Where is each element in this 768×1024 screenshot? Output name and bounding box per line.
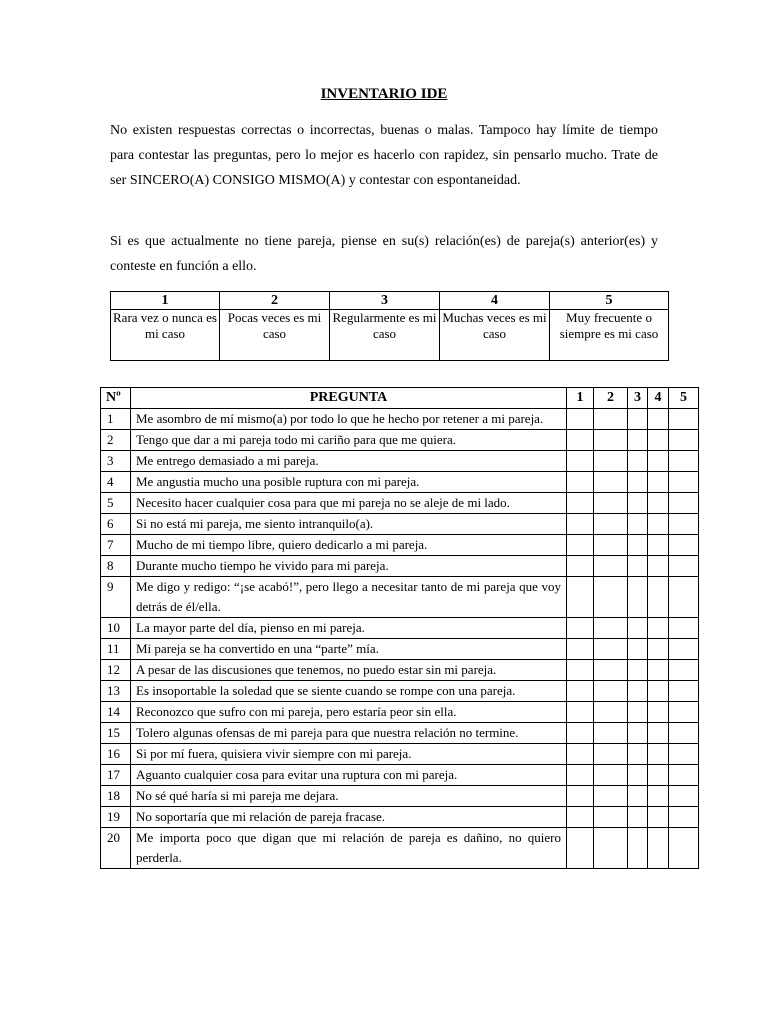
question-text: Mi pareja se ha convertido en una “parte” mía. — [131, 639, 567, 660]
answer-cell-option-5[interactable] — [669, 702, 699, 723]
answer-cell-option-5[interactable] — [669, 451, 699, 472]
answer-cell-option-4[interactable] — [648, 409, 669, 430]
table-row — [101, 556, 699, 577]
answer-cell-option-5[interactable] — [669, 493, 699, 514]
answer-cell-option-4[interactable] — [648, 451, 669, 472]
question-text: Si por mí fuera, quisiera vivir siempre con mi pareja. — [131, 744, 567, 765]
answer-cell-option-1[interactable] — [567, 681, 594, 702]
answer-cell-option-3[interactable] — [628, 681, 648, 702]
answer-cell-option-5[interactable] — [669, 639, 699, 660]
scale-number: 2 — [220, 292, 330, 310]
question-text: Es insoportable la soledad que se siente cuando se rompe con una pareja. — [131, 681, 567, 702]
answer-cell-option-1[interactable] — [567, 765, 594, 786]
table-row — [101, 639, 699, 660]
column-header-option-2: 2 — [594, 388, 628, 409]
answer-cell-option-5[interactable] — [669, 535, 699, 556]
answer-cell-option-5[interactable] — [669, 514, 699, 535]
table-row — [101, 702, 699, 723]
answer-cell-option-4[interactable] — [648, 744, 669, 765]
scale-label-row — [111, 310, 669, 361]
scale-number: 5 — [550, 292, 669, 310]
answer-cell-option-3[interactable] — [628, 723, 648, 744]
answer-cell-option-3[interactable] — [628, 556, 648, 577]
answer-cell-option-5[interactable] — [669, 660, 699, 681]
question-number: 14 — [101, 702, 131, 723]
table-row — [101, 472, 699, 493]
answer-cell-option-3[interactable] — [628, 660, 648, 681]
answer-cell-option-3[interactable] — [628, 577, 648, 618]
column-header-option-5: 5 — [669, 388, 699, 409]
answer-cell-option-4[interactable] — [648, 807, 669, 828]
question-text: Aguanto cualquier cosa para evitar una ruptura con mi pareja. — [131, 765, 567, 786]
column-header-option-3: 3 — [628, 388, 648, 409]
question-text: Reconozco que sufro con mi pareja, pero estaría peor sin ella. — [131, 702, 567, 723]
table-row — [101, 765, 699, 786]
answer-cell-option-5[interactable] — [669, 618, 699, 639]
table-row — [101, 807, 699, 828]
table-row — [101, 744, 699, 765]
answer-cell-option-2[interactable] — [594, 786, 628, 807]
answer-cell-option-2[interactable] — [594, 577, 628, 618]
answer-cell-option-2[interactable] — [594, 723, 628, 744]
answer-cell-option-2[interactable] — [594, 514, 628, 535]
answer-cell-option-4[interactable] — [648, 828, 669, 869]
scale-label: Pocas veces es mi caso — [220, 310, 330, 361]
question-text: No sé qué haría si mi pareja me dejara. — [131, 786, 567, 807]
question-number: 10 — [101, 618, 131, 639]
answer-cell-option-2[interactable] — [594, 618, 628, 639]
column-header-option-4: 4 — [648, 388, 669, 409]
answer-cell-option-5[interactable] — [669, 430, 699, 451]
table-row — [101, 493, 699, 514]
question-number: 19 — [101, 807, 131, 828]
answer-cell-option-5[interactable] — [669, 681, 699, 702]
answer-cell-option-4[interactable] — [648, 765, 669, 786]
answer-cell-option-1[interactable] — [567, 723, 594, 744]
question-number: 15 — [101, 723, 131, 744]
answer-cell-option-4[interactable] — [648, 577, 669, 618]
answer-cell-option-3[interactable] — [628, 451, 648, 472]
questions-header-row — [101, 388, 699, 409]
question-number: 11 — [101, 639, 131, 660]
answer-cell-option-2[interactable] — [594, 828, 628, 869]
question-number: 2 — [101, 430, 131, 451]
answer-cell-option-1[interactable] — [567, 472, 594, 493]
question-text: Mucho de mi tiempo libre, quiero dedicarlo a mi pareja. — [131, 535, 567, 556]
answer-cell-option-1[interactable] — [567, 577, 594, 618]
table-row — [101, 786, 699, 807]
scale-number-row — [111, 292, 669, 310]
question-number: 9 — [101, 577, 131, 618]
questions-table — [100, 387, 699, 869]
question-number: 4 — [101, 472, 131, 493]
answer-cell-option-2[interactable] — [594, 535, 628, 556]
answer-cell-option-2[interactable] — [594, 744, 628, 765]
question-text: Me digo y redigo: “¡se acabó!”, pero llego a necesitar tanto de mi pareja que voy detrás de él/ella. — [131, 577, 567, 618]
answer-cell-option-3[interactable] — [628, 639, 648, 660]
answer-cell-option-1[interactable] — [567, 807, 594, 828]
answer-cell-option-5[interactable] — [669, 828, 699, 869]
question-number: 17 — [101, 765, 131, 786]
answer-cell-option-4[interactable] — [648, 702, 669, 723]
answer-cell-option-1[interactable] — [567, 514, 594, 535]
question-number: 16 — [101, 744, 131, 765]
question-number: 7 — [101, 535, 131, 556]
answer-cell-option-4[interactable] — [648, 430, 669, 451]
table-row — [101, 681, 699, 702]
answer-cell-option-2[interactable] — [594, 807, 628, 828]
question-number: 3 — [101, 451, 131, 472]
answer-cell-option-4[interactable] — [648, 556, 669, 577]
answer-cell-option-3[interactable] — [628, 535, 648, 556]
answer-cell-option-1[interactable] — [567, 409, 594, 430]
table-row — [101, 451, 699, 472]
answer-cell-option-4[interactable] — [648, 786, 669, 807]
question-text: Tolero algunas ofensas de mi pareja para que nuestra relación no termine. — [131, 723, 567, 744]
question-text: No soportaría que mi relación de pareja fracase. — [131, 807, 567, 828]
answer-cell-option-5[interactable] — [669, 765, 699, 786]
column-header-option-1: 1 — [567, 388, 594, 409]
answer-cell-option-3[interactable] — [628, 807, 648, 828]
scale-number: 1 — [111, 292, 220, 310]
answer-cell-option-2[interactable] — [594, 472, 628, 493]
question-number: 6 — [101, 514, 131, 535]
answer-cell-option-2[interactable] — [594, 639, 628, 660]
answer-cell-option-4[interactable] — [648, 681, 669, 702]
answer-cell-option-3[interactable] — [628, 786, 648, 807]
column-header-question: PREGUNTA — [131, 388, 567, 409]
document-title: INVENTARIO IDE — [320, 86, 448, 102]
question-text: A pesar de las discusiones que tenemos, no puedo estar sin mi pareja. — [131, 660, 567, 681]
question-number: 8 — [101, 556, 131, 577]
question-text: Me entrego demasiado a mi pareja. — [131, 451, 567, 472]
answer-cell-option-1[interactable] — [567, 556, 594, 577]
scale-label: Muy frecuente o siempre es mi caso — [550, 310, 669, 361]
question-text: Me asombro de mí mismo(a) por todo lo que he hecho por retener a mi pareja. — [131, 409, 567, 430]
answer-cell-option-1[interactable] — [567, 702, 594, 723]
answer-cell-option-3[interactable] — [628, 472, 648, 493]
answer-cell-option-5[interactable] — [669, 807, 699, 828]
answer-cell-option-1[interactable] — [567, 618, 594, 639]
table-row — [101, 409, 699, 430]
table-row — [101, 660, 699, 681]
answer-cell-option-3[interactable] — [628, 765, 648, 786]
scale-number: 4 — [440, 292, 550, 310]
question-number: 20 — [101, 828, 131, 869]
answer-cell-option-4[interactable] — [648, 639, 669, 660]
answer-cell-option-1[interactable] — [567, 828, 594, 869]
scale-label: Muchas veces es mi caso — [440, 310, 550, 361]
scale-number: 3 — [330, 292, 440, 310]
answer-cell-option-2[interactable] — [594, 556, 628, 577]
answer-cell-option-4[interactable] — [648, 660, 669, 681]
column-header-number: Nº — [101, 388, 131, 409]
question-number: 5 — [101, 493, 131, 514]
answer-cell-option-1[interactable] — [567, 660, 594, 681]
answer-cell-option-3[interactable] — [628, 409, 648, 430]
answer-cell-option-2[interactable] — [594, 681, 628, 702]
answer-cell-option-5[interactable] — [669, 556, 699, 577]
answer-cell-option-4[interactable] — [648, 535, 669, 556]
answer-cell-option-3[interactable] — [628, 514, 648, 535]
answer-cell-option-2[interactable] — [594, 493, 628, 514]
answer-cell-option-5[interactable] — [669, 786, 699, 807]
answer-cell-option-2[interactable] — [594, 702, 628, 723]
question-number: 12 — [101, 660, 131, 681]
answer-cell-option-1[interactable] — [567, 639, 594, 660]
table-row — [101, 577, 699, 618]
answer-cell-option-1[interactable] — [567, 744, 594, 765]
answer-cell-option-4[interactable] — [648, 514, 669, 535]
table-row — [101, 535, 699, 556]
instructions-paragraph: No existen respuestas correctas o incorrectas, buenas o malas. Tampoco hay límite de tiempo para contestar las preguntas, pero lo mejor es hacerlo con rapidez, sin pensarlo mucho. Trate de ser SINCERO(A) CONSIGO MISMO(A) y contestar con espontaneidad. — [110, 123, 658, 188]
question-text: Necesito hacer cualquier cosa para que mi pareja no se aleje de mi lado. — [131, 493, 567, 514]
answer-cell-option-4[interactable] — [648, 493, 669, 514]
table-row — [101, 723, 699, 744]
answer-cell-option-2[interactable] — [594, 409, 628, 430]
answer-cell-option-1[interactable] — [567, 535, 594, 556]
answer-cell-option-5[interactable] — [669, 577, 699, 618]
scale-label: Rara vez o nunca es mi caso — [111, 310, 220, 361]
question-number: 13 — [101, 681, 131, 702]
response-scale-table — [110, 291, 669, 361]
answer-cell-option-3[interactable] — [628, 702, 648, 723]
answer-cell-option-4[interactable] — [648, 723, 669, 744]
answer-cell-option-4[interactable] — [648, 472, 669, 493]
answer-cell-option-5[interactable] — [669, 409, 699, 430]
table-row — [101, 514, 699, 535]
answer-cell-option-2[interactable] — [594, 451, 628, 472]
question-text: Si no está mi pareja, me siento intranquilo(a). — [131, 514, 567, 535]
no-partner-note: Si es que actualmente no tiene pareja, piense en su(s) relación(es) de pareja(s) anterior(es) y conteste en función a ello. — [110, 234, 658, 274]
scale-label: Regularmente es mi caso — [330, 310, 440, 361]
answer-cell-option-2[interactable] — [594, 430, 628, 451]
answer-cell-option-2[interactable] — [594, 660, 628, 681]
question-number: 1 — [101, 409, 131, 430]
answer-cell-option-1[interactable] — [567, 430, 594, 451]
answer-cell-option-5[interactable] — [669, 744, 699, 765]
answer-cell-option-1[interactable] — [567, 786, 594, 807]
question-text: Durante mucho tiempo he vivido para mi pareja. — [131, 556, 567, 577]
answer-cell-option-3[interactable] — [628, 744, 648, 765]
answer-cell-option-4[interactable] — [648, 618, 669, 639]
answer-cell-option-3[interactable] — [628, 493, 648, 514]
question-number: 18 — [101, 786, 131, 807]
answer-cell-option-5[interactable] — [669, 472, 699, 493]
answer-cell-option-5[interactable] — [669, 723, 699, 744]
answer-cell-option-3[interactable] — [628, 430, 648, 451]
answer-cell-option-2[interactable] — [594, 765, 628, 786]
answer-cell-option-1[interactable] — [567, 451, 594, 472]
answer-cell-option-1[interactable] — [567, 493, 594, 514]
table-row — [101, 618, 699, 639]
question-text: La mayor parte del día, pienso en mi pareja. — [131, 618, 567, 639]
question-text: Me importa poco que digan que mi relación de pareja es dañino, no quiero perderla. — [131, 828, 567, 869]
question-text: Me angustia mucho una posible ruptura con mi pareja. — [131, 472, 567, 493]
question-text: Tengo que dar a mi pareja todo mi cariño para que me quiera. — [131, 430, 567, 451]
table-row — [101, 828, 699, 869]
table-row — [101, 430, 699, 451]
answer-cell-option-3[interactable] — [628, 828, 648, 869]
answer-cell-option-3[interactable] — [628, 618, 648, 639]
